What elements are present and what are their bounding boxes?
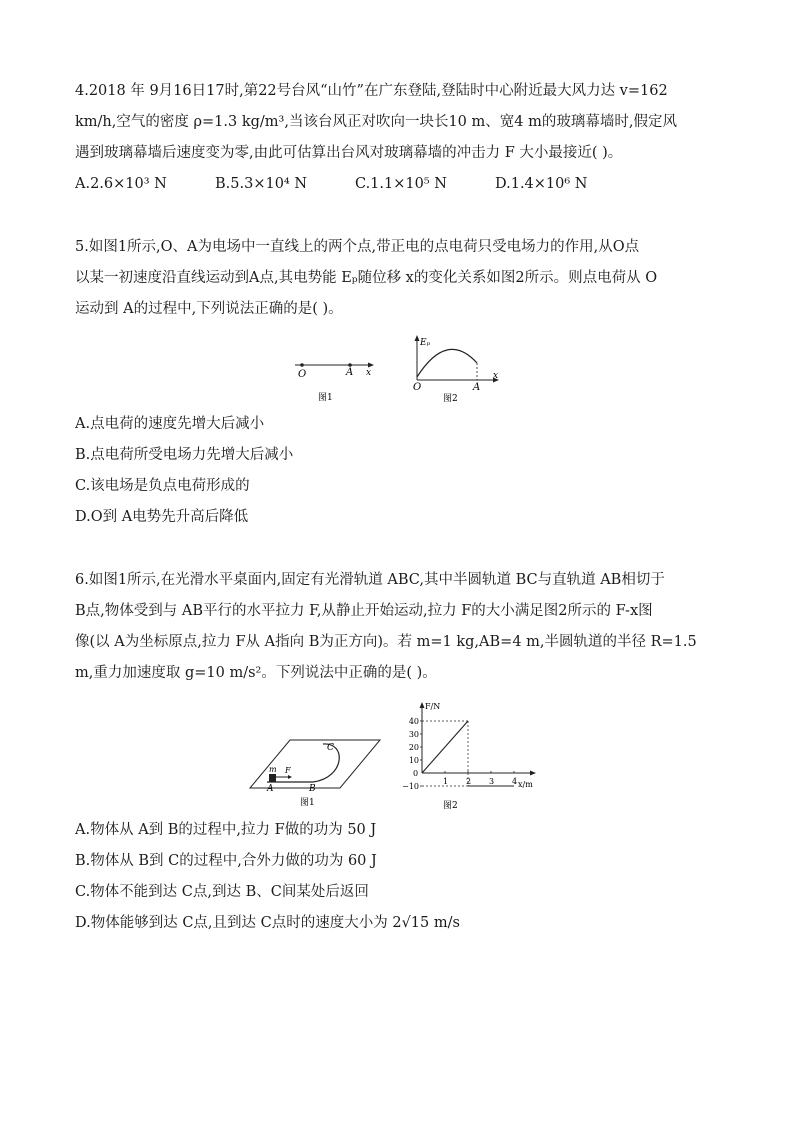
q5-fig2-label-o: O: [413, 382, 422, 393]
q6-option-d: D.物体能够到达 C点,且到达 C点时的速度大小为 2√15 m/s: [75, 915, 460, 931]
question-4: [75, 76, 720, 200]
q6-fig1-label-f: F: [285, 766, 291, 775]
fx-y-arrow: [420, 702, 425, 708]
q6-fig1-label-a: A: [267, 784, 274, 794]
q6-figure-1: [245, 730, 385, 814]
q6-fig2-caption: 图2: [443, 801, 458, 811]
fx-series-1: [422, 721, 468, 773]
q4-line-2: km/h,空气的密度 ρ=1.3 kg/m³,当该台风正对吹向一块长10 m、宽4 m的玻璃幕墙时,假定风: [75, 114, 677, 130]
q5-fig1-label-x: x: [366, 368, 372, 378]
fx-x-label: x/m: [518, 780, 533, 789]
q5-option-a: A.点电荷的速度先增大后减小: [75, 416, 265, 432]
fx-ytick-label: 40: [408, 717, 419, 726]
q5-option-d: D.O到 A电势先升高后降低: [75, 509, 249, 525]
q4-options: [75, 169, 720, 200]
question-6: [75, 565, 720, 689]
fx-xtick-label: 3: [489, 777, 495, 786]
q5-fig1-label-o: O: [298, 369, 307, 380]
question-5: [75, 232, 720, 325]
q4-line-3: 遇到玻璃幕墙后速度变为零,由此可估算出台风对玻璃幕墙的冲击力 F 大小最接近( )。: [75, 145, 623, 161]
fx-ytick-label: 20: [408, 743, 419, 752]
q6-option-b: B.物体从 B到 C的过程中,合外力做的功为 60 J: [75, 853, 377, 869]
q5-option-c: C.该电场是负点电荷形成的: [75, 478, 250, 494]
q6-line-4: m,重力加速度取 g=10 m/s²。下列说法中正确的是( )。: [75, 665, 437, 681]
q5-fig2-label-x: x: [493, 371, 499, 381]
q6-option-c: C.物体不能到达 C点,到达 B、C间某处后返回: [75, 884, 369, 900]
q5-options: [75, 409, 720, 533]
fx-ytick-label: −10: [402, 782, 419, 791]
q5-fig1-caption: 图1: [318, 393, 333, 403]
q5-line-3: 运动到 A的过程中,下列说法正确的是( )。: [75, 301, 343, 317]
q5-line-1: 5.如图1所示,O、A为电场中一直线上的两个点,带正电的点电荷只受电场力的作用,从O点: [75, 239, 640, 255]
q5-line-2: 以某一初速度沿直线运动到A点,其电势能 Eₚ随位移 x的变化关系如图2所示。则点电荷从 O: [75, 270, 658, 286]
q5-figure-2: [405, 335, 505, 411]
fx-ytick-label: 30: [408, 730, 419, 739]
q6-fig1-label-c: C: [327, 743, 334, 753]
fx-xtick-label: 1: [443, 777, 449, 786]
q6-line-3: 像(以 A为坐标原点,拉力 F从 A指向 B为正方向)。若 m=1 kg,AB=4 m,半圆轨道的半径 R=1.5: [75, 634, 697, 650]
fx-y-label: F/N: [425, 702, 441, 711]
q4-option-c: C.1.1×10⁵ N: [355, 176, 447, 192]
fx-origin-label: 0: [413, 769, 419, 778]
q6-option-a: A.物体从 A到 B的过程中,拉力 F做的功为 50 J: [75, 822, 377, 838]
fx-ytick-label: 10: [408, 756, 419, 765]
q6-fig1-caption: 图1: [300, 798, 315, 808]
q6-line-1: 6.如图1所示,在光滑水平桌面内,固定有光滑轨道 ABC,其中半圆轨道 BC与直轨道 AB相切于: [75, 572, 665, 588]
q5-fig2-caption: 图2: [443, 394, 458, 404]
q5-fig1-label-a: A: [346, 367, 354, 378]
q5-option-b: B.点电荷所受电场力先增大后减小: [75, 447, 294, 463]
fx-x-arrow: [530, 771, 536, 776]
q5-figure-1: [290, 350, 380, 409]
q6-fig1-label-b: B: [309, 784, 316, 794]
q4-option-d: D.1.4×10⁶ N: [495, 176, 588, 192]
q6-line-2: B点,物体受到与 AB平行的水平拉力 F,从静止开始运动,拉力 F的大小满足图2所示的 F-x图: [75, 603, 653, 619]
q6-figure-2: [400, 700, 545, 816]
q4-option-b: B.5.3×10⁴ N: [215, 176, 308, 192]
q6-fig1-label-m: m: [269, 765, 277, 774]
q4-line-1: 4.2018 年 9月16日17时,第22号台风“山竹”在广东登陆,登陆时中心附近最大风力达 v=162: [75, 83, 668, 99]
q4-option-a: A.2.6×10³ N: [75, 176, 167, 192]
q6-options: [75, 815, 720, 939]
fx-xtick-label: 2: [466, 777, 472, 786]
fx-chart: [400, 700, 545, 812]
q5-fig2-label-ep: Eₚ: [420, 338, 431, 348]
q5-fig2-label-a: A: [473, 382, 481, 393]
fx-xtick-label: 4: [512, 777, 518, 786]
